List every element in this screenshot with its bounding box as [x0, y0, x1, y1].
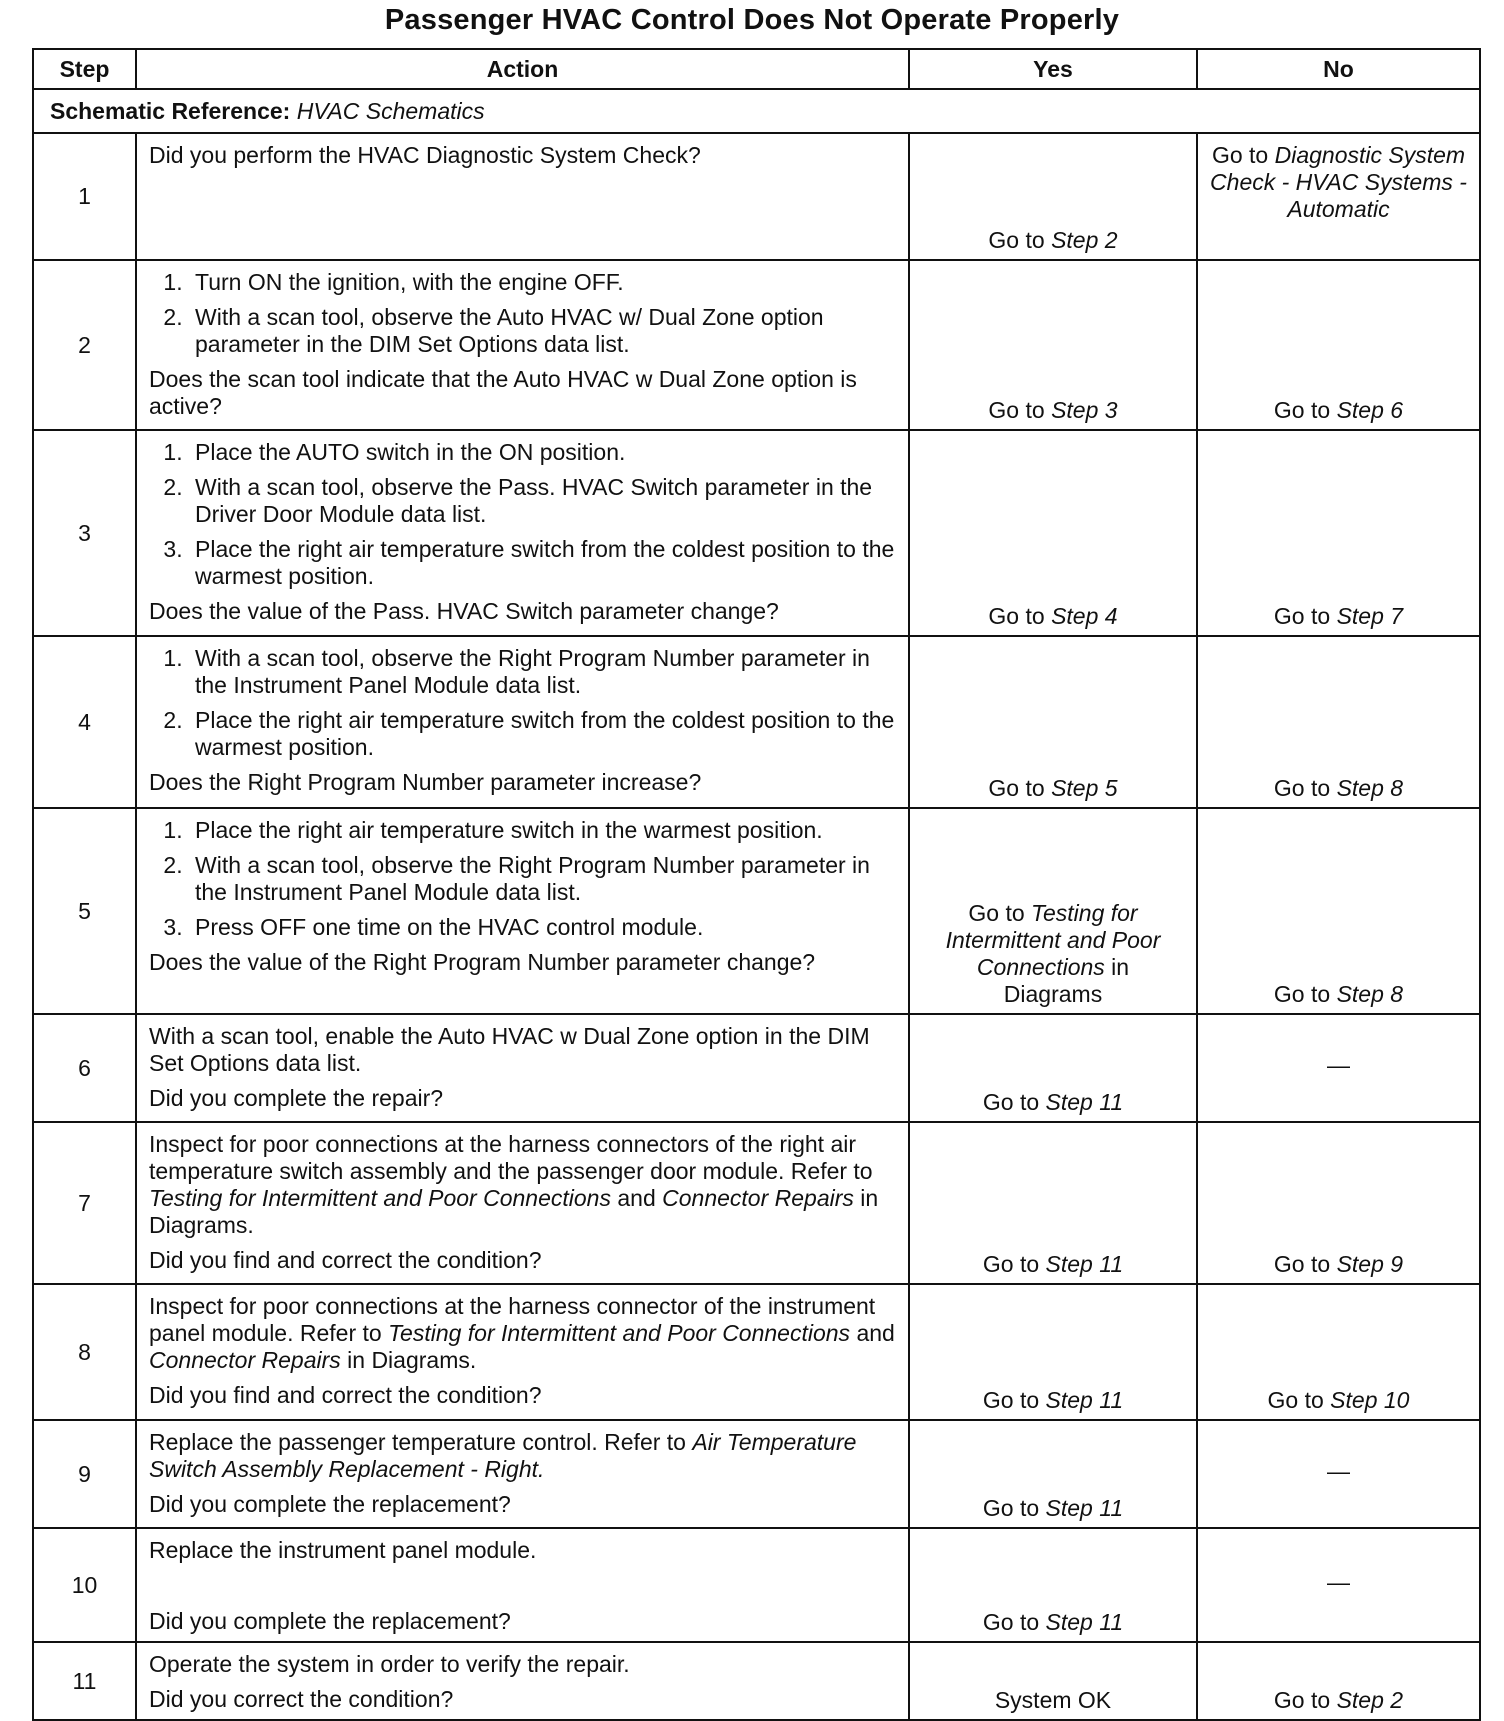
- step-number: 11: [33, 1642, 136, 1720]
- header-step: Step: [33, 49, 136, 89]
- question: Did you find and correct the condition?: [149, 1247, 542, 1273]
- schematic-reference-row: [33, 89, 1480, 133]
- instruction: Operate the system in order to verify the repair.: [149, 1651, 630, 1677]
- table-row: [33, 1528, 1480, 1642]
- action-list: [149, 269, 898, 358]
- step-number: 2: [33, 260, 136, 430]
- yes-cell: [909, 1014, 1197, 1122]
- go-to-label: Go to: [982, 1609, 1040, 1635]
- yes-link[interactable]: Step 5: [1051, 775, 1118, 801]
- table-row: [33, 636, 1480, 808]
- diagnostic-table: [32, 48, 1481, 1721]
- no-cell: [1197, 133, 1480, 260]
- go-to-label: Go to: [1211, 142, 1269, 168]
- no-dash: —: [1327, 1458, 1350, 1484]
- no-cell: [1197, 1122, 1480, 1284]
- step-number: 6: [33, 1014, 136, 1122]
- go-to-label: Go to: [988, 603, 1045, 629]
- instruction-text: Inspect for poor connections at the harness connector of the instrument panel module. Refer to: [149, 1293, 876, 1346]
- header-action: Action: [136, 49, 909, 89]
- go-to-label: Go to: [1273, 603, 1331, 629]
- list-item: 3. Place the right air temperature switch from the coldest position to the warmest position.: [189, 536, 898, 590]
- action-cell: [136, 260, 909, 430]
- table-row: [33, 1014, 1480, 1122]
- action-cell: [136, 133, 909, 260]
- no-cell: [1197, 1014, 1480, 1122]
- step-number: 3: [33, 430, 136, 636]
- action-cell: [136, 1642, 909, 1720]
- yes-cell: [909, 1642, 1197, 1720]
- go-to-label: Go to: [1267, 1387, 1324, 1413]
- question: Did you complete the repair?: [149, 1085, 444, 1111]
- action-list: [149, 817, 898, 941]
- no-cell: [1197, 1528, 1480, 1642]
- step-number: 5: [33, 808, 136, 1014]
- instruction: Replace the instrument panel module.: [149, 1537, 537, 1563]
- instruction: With a scan tool, enable the Auto HVAC w Dual Zone option in the DIM Set Options data list.: [149, 1023, 870, 1076]
- no-link[interactable]: Step 2: [1336, 1687, 1404, 1713]
- list-item: 2. Place the right air temperature switch from the coldest position to the warmest position.: [189, 707, 898, 761]
- go-to-label: Go to: [982, 1251, 1040, 1277]
- yes-cell: [909, 636, 1197, 808]
- yes-cell: [909, 430, 1197, 636]
- list-item: 1. Place the right air temperature switch in the warmest position.: [189, 817, 898, 844]
- yes-cell: [909, 133, 1197, 260]
- yes-result: System OK: [994, 1687, 1112, 1713]
- yes-cell: [909, 1122, 1197, 1284]
- list-item: 1. Turn ON the ignition, with the engine OFF.: [189, 269, 898, 296]
- yes-cell: [909, 260, 1197, 430]
- yes-link[interactable]: Step 11: [1045, 1495, 1124, 1521]
- header-no: No: [1197, 49, 1480, 89]
- no-link[interactable]: Step 9: [1336, 1251, 1404, 1277]
- question: Does the value of the Pass. HVAC Switch parameter change?: [149, 598, 779, 624]
- yes-suffix-diagrams: Diagrams: [1003, 981, 1103, 1007]
- question: Does the scan tool indicate that the Auto HVAC w Dual Zone option is active?: [149, 366, 857, 419]
- yes-link[interactable]: Step 11: [1045, 1387, 1124, 1413]
- table-row: [33, 1284, 1480, 1420]
- instruction-text: in Diagrams.: [340, 1347, 477, 1373]
- reference-link[interactable]: Connector Repairs: [662, 1185, 854, 1211]
- action-cell: [136, 430, 909, 636]
- no-cell: [1197, 636, 1480, 808]
- instruction: [149, 1429, 898, 1483]
- no-cell: [1197, 1284, 1480, 1420]
- action-cell: [136, 1420, 909, 1528]
- instruction-text: Replace the passenger temperature control. Refer to: [149, 1429, 693, 1455]
- question: Did you correct the condition?: [149, 1686, 454, 1712]
- step-number: 4: [33, 636, 136, 808]
- instruction-text: and: [850, 1320, 895, 1346]
- yes-link[interactable]: Step 11: [1045, 1251, 1124, 1277]
- step-number: 1: [33, 133, 136, 260]
- instruction-text: in Diagrams.: [149, 1185, 879, 1238]
- table-row: [33, 430, 1480, 636]
- go-to-label: Go to: [988, 775, 1045, 801]
- action-cell: [136, 636, 909, 808]
- question: Does the value of the Right Program Number parameter change?: [149, 949, 816, 975]
- schematic-reference: [33, 89, 1480, 133]
- step-number: 10: [33, 1528, 136, 1642]
- action-cell: [136, 1014, 909, 1122]
- table-row: [33, 1420, 1480, 1528]
- yes-link[interactable]: Step 11: [1045, 1089, 1124, 1115]
- action-cell: [136, 1122, 909, 1284]
- list-item: 2. With a scan tool, observe the Right Program Number parameter in the Instrument Panel Module data list.: [189, 852, 898, 906]
- table-row: [33, 1122, 1480, 1284]
- page-title: Passenger HVAC Control Does Not Operate Properly: [384, 4, 1120, 36]
- list-item: 3. Press OFF one time on the HVAC control module.: [189, 914, 898, 941]
- schematic-reference-label: Schematic Reference:: [50, 97, 291, 124]
- list-item: 1. With a scan tool, observe the Right Program Number parameter in the Instrument Panel Module data list.: [189, 645, 898, 699]
- table-row: [33, 260, 1480, 430]
- list-item: 2. With a scan tool, observe the Auto HVAC w/ Dual Zone option parameter in the DIM Set Options data list.: [189, 304, 898, 358]
- yes-suffix: in: [1111, 954, 1130, 980]
- no-cell: [1197, 1420, 1480, 1528]
- action-cell: [136, 1528, 909, 1642]
- reference-link[interactable]: Testing for Intermittent and Poor Connections: [388, 1320, 851, 1346]
- step-number: 7: [33, 1122, 136, 1284]
- table-row: [33, 1642, 1480, 1720]
- question: Did you find and correct the condition?: [149, 1382, 542, 1408]
- no-cell: [1197, 260, 1480, 430]
- go-to-label: Go to: [1273, 397, 1331, 423]
- table-row: [33, 808, 1480, 1014]
- no-cell: [1197, 1642, 1480, 1720]
- go-to-label: Go to: [982, 1089, 1040, 1115]
- header-row: [33, 49, 1480, 89]
- go-to-label: Go to: [988, 227, 1045, 253]
- yes-link[interactable]: Testing for Intermittent and Poor Connections: [945, 900, 1161, 980]
- question: Does the Right Program Number parameter increase?: [149, 769, 702, 795]
- no-link[interactable]: Diagnostic System Check - HVAC Systems - Automatic: [1210, 142, 1467, 222]
- schematic-reference-link[interactable]: HVAC Schematics: [296, 97, 485, 124]
- go-to-label: Go to: [988, 397, 1045, 423]
- no-link[interactable]: Step 10: [1330, 1387, 1410, 1413]
- no-dash: —: [1327, 1052, 1350, 1078]
- yes-link[interactable]: Step 3: [1051, 397, 1118, 423]
- no-cell: [1197, 808, 1480, 1014]
- no-dash: —: [1327, 1569, 1350, 1595]
- go-to-label: Go to: [1273, 1251, 1331, 1277]
- go-to-label: Go to: [968, 900, 1025, 926]
- step-number: 9: [33, 1420, 136, 1528]
- yes-link[interactable]: Step 2: [1051, 227, 1118, 253]
- yes-link[interactable]: Step 4: [1051, 603, 1118, 629]
- no-link[interactable]: Step 7: [1336, 603, 1404, 629]
- go-to-label: Go to: [982, 1387, 1040, 1413]
- spacer: [149, 1572, 898, 1608]
- list-item: 2. With a scan tool, observe the Pass. HVAC Switch parameter in the Driver Door Module data list.: [189, 474, 898, 528]
- action-list: [149, 439, 898, 590]
- action-cell: [136, 1284, 909, 1420]
- list-item: 1. Place the AUTO switch in the ON position.: [189, 439, 898, 466]
- step-number: 8: [33, 1284, 136, 1420]
- question: Did you complete the replacement?: [149, 1491, 511, 1517]
- no-link[interactable]: Step 6: [1336, 397, 1404, 423]
- no-cell: [1197, 430, 1480, 636]
- yes-cell: [909, 1420, 1197, 1528]
- question: Did you complete the replacement?: [149, 1608, 511, 1634]
- instruction: [149, 1293, 898, 1374]
- yes-cell: [909, 808, 1197, 1014]
- header-yes: Yes: [909, 49, 1197, 89]
- go-to-label: Go to: [1273, 981, 1331, 1007]
- instruction: [149, 1131, 898, 1239]
- table-row: [33, 133, 1480, 260]
- reference-link[interactable]: Air Temperature Switch Assembly Replacement - Right.: [149, 1429, 857, 1482]
- yes-cell: [909, 1284, 1197, 1420]
- go-to-label: Go to: [1273, 1687, 1331, 1713]
- no-link[interactable]: Step 8: [1336, 775, 1404, 801]
- yes-link[interactable]: Step 11: [1045, 1609, 1124, 1635]
- reference-link[interactable]: Testing for Intermittent and Poor Connections: [149, 1185, 611, 1211]
- reference-link[interactable]: Connector Repairs: [149, 1347, 341, 1373]
- instruction-text: Inspect for poor connections at the harness connectors of the right air temperature switch assembly and the passenger door module. Refer to: [149, 1131, 873, 1184]
- no-link[interactable]: Step 8: [1336, 981, 1404, 1007]
- question: Did you perform the HVAC Diagnostic System Check?: [149, 142, 701, 168]
- yes-cell: [909, 1528, 1197, 1642]
- instruction-text: and: [610, 1185, 663, 1211]
- action-cell: [136, 808, 909, 1014]
- go-to-label: Go to: [982, 1495, 1040, 1521]
- action-list: [149, 645, 898, 761]
- go-to-label: Go to: [1273, 775, 1331, 801]
